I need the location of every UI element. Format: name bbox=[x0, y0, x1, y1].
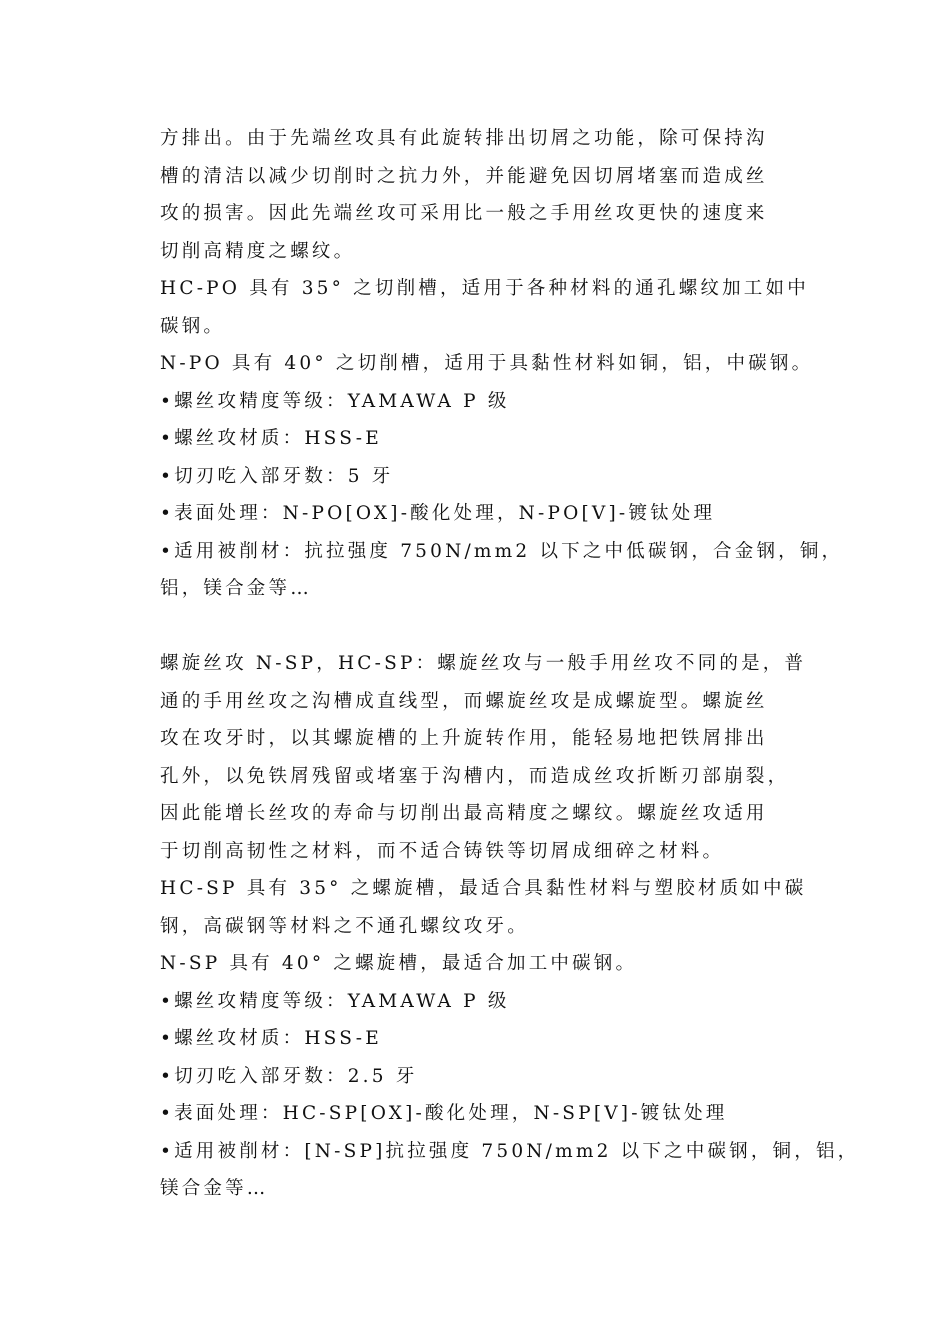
spec-precision-grade: •螺丝攻精度等级：YAMAWA P 级 bbox=[160, 390, 510, 412]
spec-material: •螺丝攻材质：HSS-E bbox=[160, 1028, 382, 1049]
hc-sp-description bbox=[160, 870, 807, 945]
text-line: 切削高精度之螺纹。 bbox=[160, 240, 356, 262]
text-line: 通的手用丝攻之沟槽成直线型，而螺旋丝攻是成螺旋型。螺旋丝 bbox=[160, 690, 768, 712]
spec-work-materials-cont: 铝，镁合金等… bbox=[160, 578, 312, 599]
spec-precision-grade: •螺丝攻精度等级：YAMAWA P 级 bbox=[160, 990, 510, 1012]
spec-chamfer-threads: •切刃吃入部牙数：2.5 牙 bbox=[160, 1065, 418, 1087]
text-line: 钢，高碳钢等材料之不通孔螺纹攻牙。 bbox=[160, 915, 529, 937]
text-line: 攻在攻牙时，以其螺旋槽的上升旋转作用，能轻易地把铁屑排出 bbox=[160, 728, 768, 749]
spec-material: •螺丝攻材质：HSS-E bbox=[160, 428, 382, 449]
text-line: 孔外，以免铁屑残留或堵塞于沟槽内，而造成丝攻折断刃部崩裂， bbox=[160, 765, 790, 787]
spec-work-materials: •适用被削材：[N-SP]抗拉强度 750N/mm2 以下之中碳钢，铜，铝， bbox=[160, 1140, 860, 1162]
spec-work-materials-cont: 镁合金等… bbox=[160, 1178, 269, 1199]
n-sp-description: N-SP 具有 40° 之螺旋槽，最适合加工中碳钢。 bbox=[160, 953, 638, 974]
spec-work-materials: •适用被削材：抗拉强度 750N/mm2 以下之中低碳钢，合金钢，铜， bbox=[160, 540, 844, 562]
document-page bbox=[160, 120, 860, 1208]
text-line: HC-PO 具有 35° 之切削槽，适用于各种材料的通孔螺纹加工如中 bbox=[160, 278, 809, 299]
spiral-tap-spec-list bbox=[160, 983, 860, 1208]
text-line: 于切削高韧性之材料，而不适合铸铁等切屑成细碎之材料。 bbox=[160, 840, 725, 862]
point-tap-paragraph bbox=[160, 120, 800, 270]
text-line: 方排出。由于先端丝攻具有此旋转排出切屑之功能，除可保持沟 bbox=[160, 128, 768, 149]
text-line: 攻的损害。因此先端丝攻可采用比一般之手用丝攻更快的速度来 bbox=[160, 203, 768, 224]
text-line: HC-SP 具有 35° 之螺旋槽，最适合具黏性材料与塑胶材质如中碳 bbox=[160, 878, 807, 899]
spec-surface-treatment: •表面处理：HC-SP[OX]-酸化处理，N-SP[V]-镀钛处理 bbox=[160, 1103, 728, 1124]
hc-po-description bbox=[160, 270, 809, 345]
text-line: 螺旋丝攻 N-SP，HC-SP：螺旋丝攻与一般手用丝攻不同的是，普 bbox=[160, 653, 807, 674]
point-tap-spec-list bbox=[160, 383, 844, 608]
spiral-tap-paragraph bbox=[160, 645, 807, 870]
text-line: 因此能增长丝攻的寿命与切削出最高精度之螺纹。螺旋丝攻适用 bbox=[160, 803, 768, 824]
spec-chamfer-threads: •切刃吃入部牙数：5 牙 bbox=[160, 465, 394, 487]
text-line: 槽的清洁以减少切削时之抗力外，并能避免因切屑堵塞而造成丝 bbox=[160, 165, 768, 187]
n-po-description: N-PO 具有 40° 之切削槽，适用于具黏性材料如铜，铝，中碳钢。 bbox=[160, 353, 814, 374]
spec-surface-treatment: •表面处理：N-PO[OX]-酸化处理，N-PO[V]-镀钛处理 bbox=[160, 503, 716, 524]
text-line: 碳钢。 bbox=[160, 315, 226, 337]
section-spiral-tap bbox=[160, 645, 860, 1208]
section-spacer bbox=[160, 608, 800, 646]
section-point-tap bbox=[160, 120, 844, 608]
